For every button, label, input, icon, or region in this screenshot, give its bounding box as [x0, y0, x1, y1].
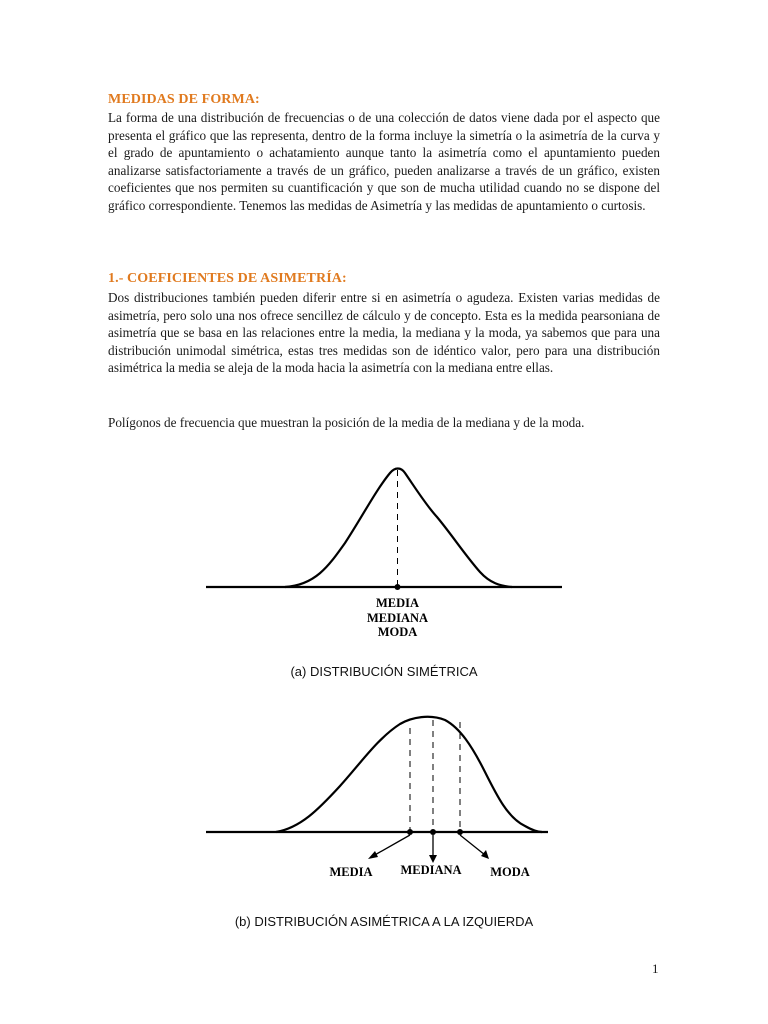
label-moda-b: MODA — [490, 865, 530, 879]
symmetric-distribution-figure — [0, 455, 768, 650]
center-point — [395, 584, 401, 590]
skewed-distribution-figure — [0, 700, 768, 890]
skewed-curve — [276, 717, 542, 832]
media-arrow-line — [373, 835, 410, 856]
mediana-arrow-head — [429, 855, 437, 863]
moda-arrow-head — [481, 850, 489, 859]
section-heading-medidas-de-forma: MEDIDAS DE FORMA: — [108, 92, 260, 107]
label-mediana-a: MEDIANA — [366, 611, 429, 625]
mediana-point — [430, 829, 436, 835]
section-heading-coeficientes-asimetria: 1.- COEFICIENTES DE ASIMETRÍA: — [108, 271, 347, 286]
label-media-b: MEDIA — [329, 865, 373, 879]
moda-arrow-line — [460, 835, 485, 855]
paragraph-poligonos-intro: Polígonos de frecuencia que muestran la posición de la media de la mediana y de la moda. — [108, 415, 585, 430]
media-point — [407, 829, 413, 835]
moda-point — [457, 829, 463, 835]
caption-figure-a: (a) DISTRIBUCIÓN SIMÉTRICA — [290, 664, 478, 679]
label-mediana-b: MEDIANA — [400, 863, 462, 877]
media-arrow-head — [368, 851, 378, 859]
caption-figure-b: (b) DISTRIBUCIÓN ASIMÉTRICA A LA IZQUIERDA — [234, 914, 534, 929]
paragraph-medidas-de-forma: La forma de una distribución de frecuencias o de una colección de datos viene dada por el aspecto que presenta el gráfico que las representa, dentro de la forma incluye la simetría o la asimetría de la curva y el grado de apuntamiento o achatamiento aunque tanto la asimetría como el apuntamiento pueden analizarse satisfactoriamente a través de un gráfico, pueden analizarse a través de un gráfico, existen coeficientes que nos permiten su cuantificación y que son de mucha utilidad cuando no se dispone del gráfico correspondiente. Tenemos las medidas de Asimetría y las medidas de apuntamiento o curtosis. — [108, 110, 660, 213]
page-number: 1 — [652, 961, 659, 976]
symmetric-curve — [285, 469, 512, 588]
label-moda-a: MODA — [377, 625, 418, 639]
paragraph-coeficientes-asimetria: Dos distribuciones también pueden diferir entre si en asimetría o agudeza. Existen varias medidas de asimetría, pero solo una nos ofrece sencillez de cálculo y de concepto. Esta es la medida pearsoniana de asimetría que se basa en las relaciones entre la media, la mediana y la moda, ya sabemos que para una distribución unimodal simétrica, estas tres medidas son de idéntico valor, pero para una distribución asimétrica la media se aleja de la moda hacia la asimetría con la mediana entre ellas. — [108, 290, 660, 376]
label-media-a: MEDIA — [375, 596, 420, 610]
